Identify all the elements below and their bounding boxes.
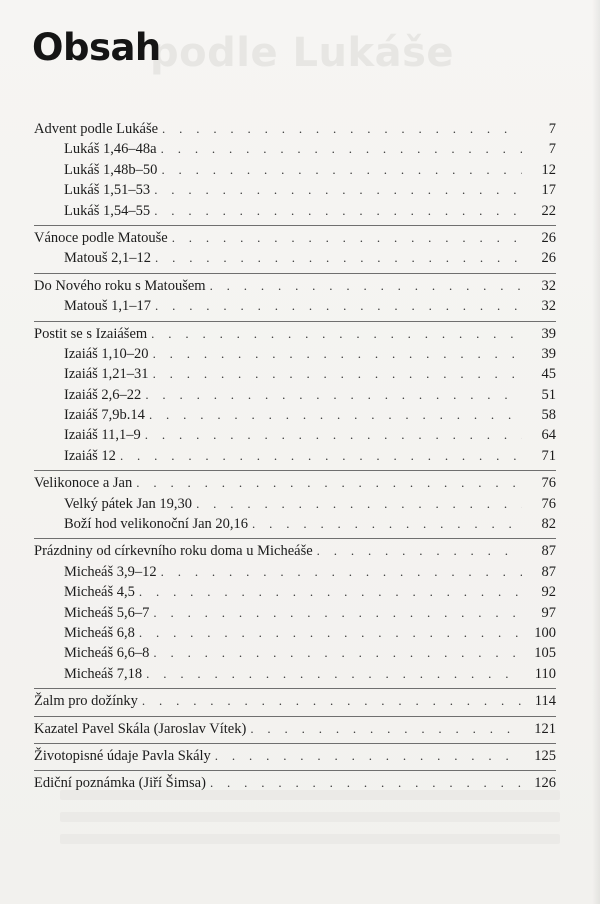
subentry-title: Lukáš 1,48b–50 [64, 161, 158, 178]
page-number: 32 [541, 277, 556, 294]
toc-subentry[interactable] [34, 605, 556, 625]
page-number: 22 [541, 202, 556, 219]
page-number: 26 [541, 250, 556, 267]
page-number: 76 [541, 495, 556, 512]
page-number: 12 [541, 161, 556, 178]
toc-subentry[interactable] [34, 203, 556, 223]
dot-leader [153, 367, 522, 380]
page-number: 97 [541, 604, 556, 621]
dot-leader [252, 517, 522, 530]
dot-leader [162, 122, 522, 135]
toc-subentry[interactable] [34, 141, 556, 161]
toc-section [34, 121, 556, 226]
subentry-title: Izaiáš 7,9b.14 [64, 407, 145, 424]
dot-leader [145, 428, 522, 441]
dot-leader [149, 408, 522, 421]
page-number: 105 [534, 645, 556, 662]
entry-title: Životopisné údaje Pavla Skály [34, 747, 211, 764]
toc-subentry[interactable] [34, 625, 556, 645]
subentry-title: Boží hod velikonoční Jan 20,16 [64, 516, 249, 533]
toc-entry[interactable] [34, 230, 556, 250]
toc-subentry[interactable] [34, 298, 556, 318]
page-number: 39 [541, 325, 556, 342]
toc-subentry[interactable] [34, 250, 556, 270]
toc-subentry[interactable] [34, 564, 556, 584]
subentry-title: Lukáš 1,54–55 [64, 202, 151, 219]
dot-leader [139, 585, 522, 598]
page-number: 121 [534, 720, 556, 737]
dot-leader [210, 279, 522, 292]
page-number: 58 [541, 407, 556, 424]
page-number: 87 [541, 543, 556, 560]
entry-title: Velikonoce a Jan [34, 475, 133, 492]
dot-leader [142, 694, 522, 707]
page-number: 126 [534, 775, 556, 792]
toc-section [34, 475, 556, 539]
toc-subentry[interactable] [34, 516, 556, 536]
subentry-title: Matouš 2,1–12 [64, 250, 151, 267]
dot-leader [172, 231, 522, 244]
dot-leader [153, 606, 522, 619]
dot-leader [139, 626, 522, 639]
toc-section [34, 775, 556, 797]
toc-entry[interactable] [34, 278, 556, 298]
toc-subentry[interactable] [34, 182, 556, 202]
dot-leader [215, 749, 522, 762]
subentry-title: Izaiáš 2,6–22 [64, 386, 142, 403]
dot-leader [210, 776, 522, 789]
page-number: 45 [541, 366, 556, 383]
table-of-contents [34, 121, 556, 802]
dot-leader [155, 251, 522, 264]
page-number: 82 [541, 516, 556, 533]
page-title: Obsah [32, 26, 161, 69]
entry-title: Do Nového roku s Matoušem [34, 277, 206, 294]
dot-leader [154, 183, 522, 196]
toc-entry[interactable] [34, 693, 556, 713]
dot-leader [153, 646, 522, 659]
subentry-title: Micheáš 6,8 [64, 624, 135, 641]
dot-leader [136, 476, 522, 489]
dot-leader [155, 299, 522, 312]
dot-leader [317, 544, 522, 557]
toc-subentry[interactable] [34, 346, 556, 366]
toc-entry[interactable] [34, 775, 556, 795]
dot-leader [120, 449, 522, 462]
dot-leader [146, 667, 522, 680]
toc-entry[interactable] [34, 543, 556, 563]
toc-subentry[interactable] [34, 407, 556, 427]
page-number: 87 [541, 563, 556, 580]
dot-leader [154, 204, 522, 217]
dot-leader [151, 327, 522, 340]
page-number: 71 [541, 447, 556, 464]
page-number: 26 [541, 229, 556, 246]
dot-leader [161, 565, 522, 578]
entry-title: Postit se s Izaiášem [34, 325, 148, 342]
toc-subentry[interactable] [34, 427, 556, 447]
subentry-title: Izaiáš 1,10–20 [64, 345, 149, 362]
toc-entry[interactable] [34, 748, 556, 768]
page-edge-shadow [592, 0, 600, 904]
entry-title: Advent podle Lukáše [34, 121, 159, 137]
page-number: 7 [548, 141, 556, 158]
subentry-title: Micheáš 4,5 [64, 584, 135, 601]
toc-subentry[interactable] [34, 366, 556, 386]
subentry-title: Micheáš 3,9–12 [64, 563, 157, 580]
subentry-title: Matouš 1,1–17 [64, 298, 151, 315]
page-number: 110 [534, 665, 556, 682]
bleed-through-text: podle Lukáše [150, 30, 455, 76]
toc-section [34, 748, 556, 771]
dot-leader [161, 163, 522, 176]
page-number: 125 [534, 747, 556, 764]
toc-subentry[interactable] [34, 496, 556, 516]
toc-entry[interactable] [34, 121, 556, 141]
subentry-title: Micheáš 5,6–7 [64, 604, 150, 621]
toc-section [34, 278, 556, 322]
entry-title: Ediční poznámka (Jiří Šimsa) [34, 775, 206, 792]
toc-subentry[interactable] [34, 645, 556, 665]
toc-section [34, 543, 556, 689]
toc-subentry[interactable] [34, 448, 556, 468]
toc-section [34, 693, 556, 716]
dot-leader [250, 722, 522, 735]
toc-subentry[interactable] [34, 387, 556, 407]
page-number: 76 [541, 475, 556, 492]
dot-leader [145, 388, 522, 401]
toc-section [34, 230, 556, 274]
page-number: 32 [541, 298, 556, 315]
page-number: 92 [541, 584, 556, 601]
page-number: 7 [548, 121, 556, 137]
entry-title: Prázdniny od církevního roku doma u Micheáše [34, 543, 313, 560]
page-number: 114 [534, 693, 556, 710]
subentry-title: Velký pátek Jan 19,30 [64, 495, 193, 512]
subentry-title: Micheáš 7,18 [64, 665, 143, 682]
page-number: 39 [541, 345, 556, 362]
page-number: 64 [541, 427, 556, 444]
subentry-title: Izaiáš 11,1–9 [64, 427, 141, 444]
dot-leader [161, 142, 522, 155]
toc-subentry[interactable] [34, 666, 556, 686]
subentry-title: Lukáš 1,51–53 [64, 182, 151, 199]
dot-leader [196, 497, 522, 510]
toc-entry[interactable] [34, 326, 556, 346]
toc-section [34, 326, 556, 472]
page-number: 51 [541, 386, 556, 403]
toc-subentry[interactable] [34, 162, 556, 182]
page-number: 17 [541, 182, 556, 199]
subentry-title: Lukáš 1,46–48a [64, 141, 157, 158]
entry-title: Vánoce podle Matouše [34, 229, 168, 246]
subentry-title: Izaiáš 1,21–31 [64, 366, 149, 383]
dot-leader [153, 347, 522, 360]
entry-title: Kazatel Pavel Skála (Jaroslav Vítek) [34, 720, 247, 737]
toc-section [34, 721, 556, 744]
subentry-title: Micheáš 6,6–8 [64, 645, 150, 662]
toc-entry[interactable] [34, 721, 556, 741]
toc-entry[interactable] [34, 475, 556, 495]
entry-title: Žalm pro dožínky [34, 693, 138, 710]
page-number: 100 [534, 624, 556, 641]
toc-subentry[interactable] [34, 584, 556, 604]
subentry-title: Izaiáš 12 [64, 447, 116, 464]
